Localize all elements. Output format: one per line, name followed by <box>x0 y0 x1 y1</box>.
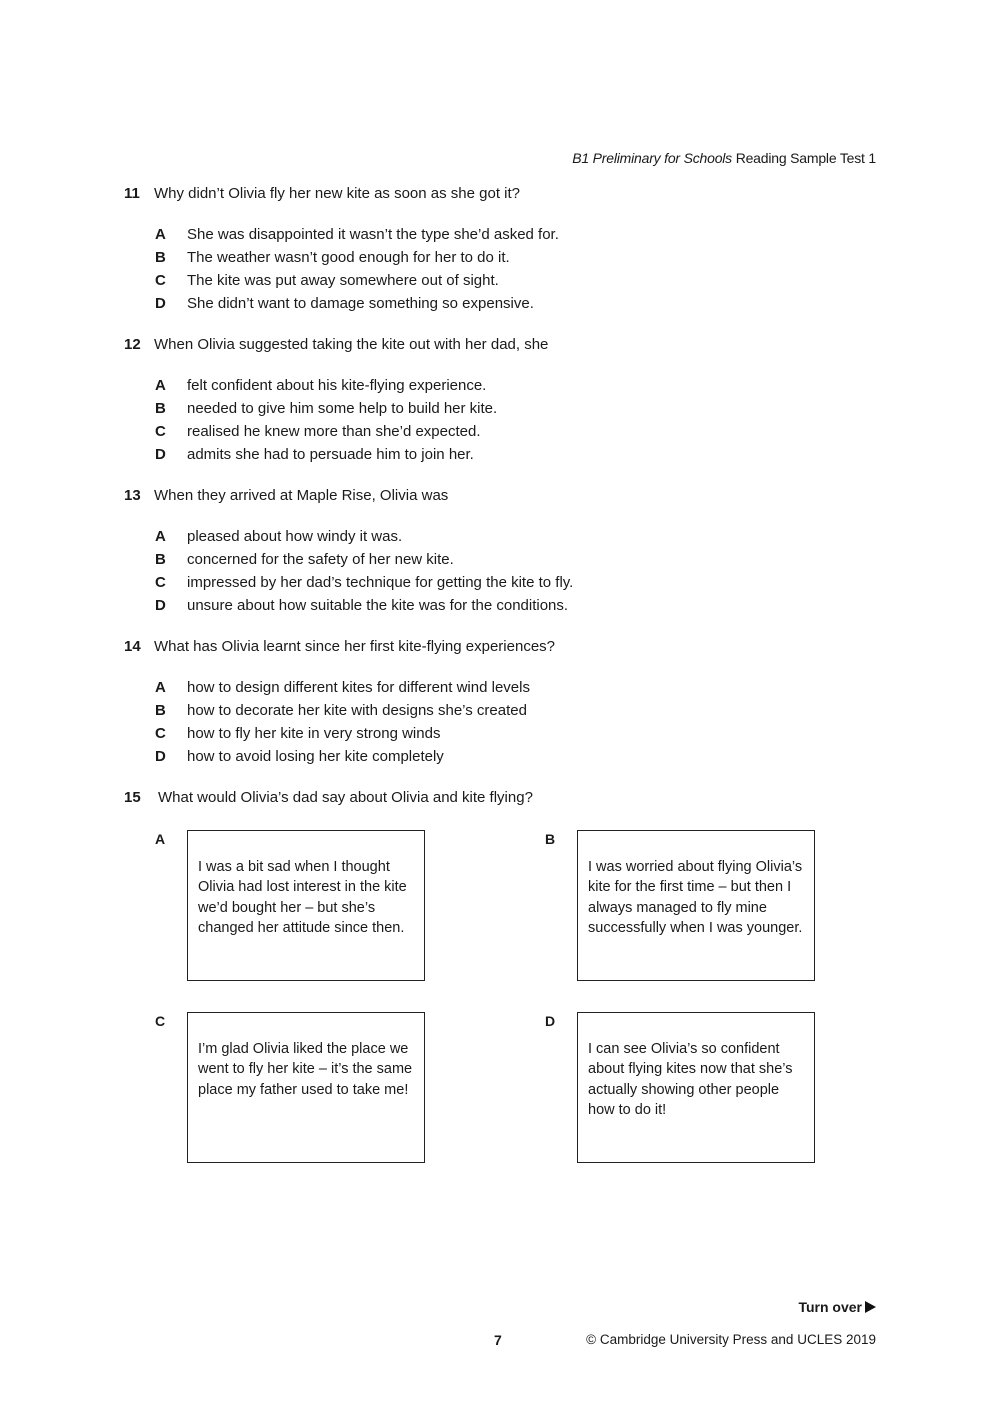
question-text: When Olivia suggested taking the kite out with her dad, she <box>154 336 549 353</box>
question-15 <box>124 787 884 809</box>
question-text: When they arrived at Maple Rise, Olivia was <box>154 487 449 504</box>
box-letter-a: A <box>155 831 166 847</box>
option-letter: A <box>155 679 166 696</box>
option-text: She didn’t want to damage something so expensive. <box>187 295 534 312</box>
option-c[interactable] <box>155 420 884 443</box>
page-header <box>572 150 876 166</box>
option-d[interactable] <box>155 443 884 466</box>
question-14 <box>124 636 884 768</box>
option-letter: B <box>155 249 166 266</box>
question-number: 14 <box>124 638 141 655</box>
box-letter-d: D <box>545 1013 556 1029</box>
question-text: What has Olivia learnt since her first kite-flying experiences? <box>154 638 556 655</box>
option-text: The kite was put away somewhere out of sight. <box>187 272 499 289</box>
question-12 <box>124 334 884 466</box>
option-letter: B <box>155 400 166 417</box>
quote-box-b[interactable] <box>577 830 815 981</box>
option-a[interactable] <box>155 525 884 548</box>
question-13 <box>124 485 884 617</box>
option-text: how to avoid losing her kite completely <box>187 748 444 765</box>
option-letter: A <box>155 528 166 545</box>
box-letter-b: B <box>545 831 556 847</box>
option-letter: A <box>155 377 166 394</box>
copyright-notice: © Cambridge University Press and UCLES 2019 <box>586 1332 876 1347</box>
quote-box-c[interactable] <box>187 1012 425 1163</box>
option-d[interactable] <box>155 745 884 768</box>
option-c[interactable] <box>155 722 884 745</box>
option-text: unsure about how suitable the kite was for the conditions. <box>187 597 569 614</box>
option-text: admits she had to persuade him to join her. <box>187 446 474 463</box>
option-text: how to design different kites for different wind levels <box>187 679 530 696</box>
question-stem <box>124 636 884 658</box>
option-a[interactable] <box>155 374 884 397</box>
option-list <box>155 525 884 617</box>
option-letter: D <box>155 748 166 765</box>
option-text: felt confident about his kite-flying experience. <box>187 377 487 394</box>
option-list <box>155 223 884 315</box>
option-text: concerned for the safety of her new kite. <box>187 551 454 568</box>
question-number: 13 <box>124 487 141 504</box>
box-letter-c: C <box>155 1013 166 1029</box>
option-b[interactable] <box>155 246 884 269</box>
quote-text: I can see Olivia’s so confident about flying kites now that she’s actually showing other people how to do it! <box>588 1041 793 1118</box>
option-letter: B <box>155 702 166 719</box>
quote-text: I was worried about flying Olivia’s kite for the first time – but then I always managed to fly mine successfully when I was younger. <box>588 859 803 936</box>
question-stem <box>124 485 884 507</box>
option-letter: D <box>155 597 166 614</box>
quote-text: I’m glad Olivia liked the place we went to fly her kite – it’s the same place my father used to take me! <box>198 1041 413 1098</box>
option-text: pleased about how windy it was. <box>187 528 403 545</box>
header-title-rest: Reading Sample Test 1 <box>732 150 876 166</box>
question-text: What would Olivia’s dad say about Olivia and kite flying? <box>158 789 533 806</box>
option-a[interactable] <box>155 676 884 699</box>
question-stem <box>124 787 884 809</box>
option-letter: D <box>155 446 166 463</box>
option-text: She was disappointed it wasn’t the type she’d asked for. <box>187 226 559 243</box>
option-text: realised he knew more than she’d expected. <box>187 423 481 440</box>
option-a[interactable] <box>155 223 884 246</box>
option-letter: D <box>155 295 166 312</box>
question-stem <box>124 183 884 205</box>
option-c[interactable] <box>155 269 884 292</box>
option-text: how to fly her kite in very strong winds <box>187 725 441 742</box>
option-list <box>155 374 884 466</box>
question-number: 15 <box>124 789 141 806</box>
question-number: 12 <box>124 336 141 353</box>
option-d[interactable] <box>155 594 884 617</box>
page-number: 7 <box>494 1332 502 1348</box>
option-b[interactable] <box>155 699 884 722</box>
option-letter: C <box>155 725 166 742</box>
question-text: Why didn’t Olivia fly her new kite as soon as she got it? <box>154 185 521 202</box>
header-italic-title: B1 Preliminary for Schools <box>572 150 732 166</box>
question-number: 11 <box>124 185 140 202</box>
quote-text: I was a bit sad when I thought Olivia had lost interest in the kite we’d bought her – but she’s changed her attitude since then. <box>198 859 407 936</box>
quote-box-d[interactable] <box>577 1012 815 1163</box>
option-c[interactable] <box>155 571 884 594</box>
quote-box-a[interactable] <box>187 830 425 981</box>
option-letter: C <box>155 574 166 591</box>
option-b[interactable] <box>155 397 884 420</box>
option-letter: B <box>155 551 166 568</box>
option-letter: C <box>155 272 166 289</box>
option-letter: C <box>155 423 166 440</box>
question-11 <box>124 183 884 315</box>
option-b[interactable] <box>155 548 884 571</box>
option-text: how to decorate her kite with designs she’s created <box>187 702 527 719</box>
question-stem <box>124 334 884 356</box>
play-arrow-icon <box>865 1301 876 1313</box>
option-text: impressed by her dad’s technique for getting the kite to fly. <box>187 574 574 591</box>
turn-over-text: Turn over <box>798 1299 862 1315</box>
option-letter: A <box>155 226 166 243</box>
option-text: The weather wasn’t good enough for her to do it. <box>187 249 510 266</box>
turn-over-label <box>798 1299 876 1315</box>
option-d[interactable] <box>155 292 884 315</box>
option-list <box>155 676 884 768</box>
option-text: needed to give him some help to build her kite. <box>187 400 498 417</box>
